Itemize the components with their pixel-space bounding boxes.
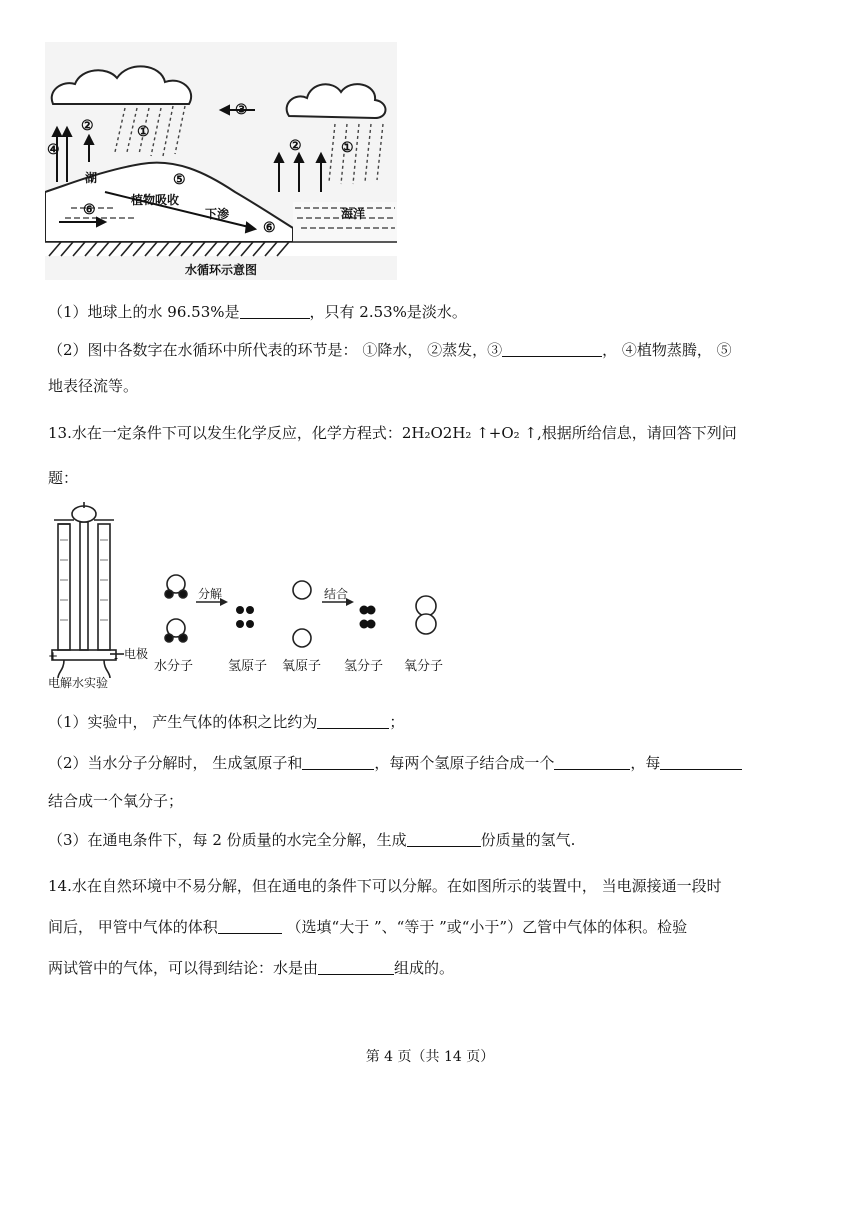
q12-p1-suffix: ，只有 2.53%是淡水。 bbox=[309, 303, 467, 321]
q12-p2-blank[interactable] bbox=[502, 341, 602, 357]
electrolysis-figure bbox=[44, 500, 452, 690]
q14-l3-b: 组成的。 bbox=[394, 959, 455, 977]
cycle-num-2b: ② bbox=[289, 138, 302, 154]
q13-p2-b: ，每两个氢原子结合成一个 bbox=[374, 754, 555, 772]
q13-part1 bbox=[48, 712, 404, 732]
q14-line1: 14.水在自然环境中不易分解，但在通电的条件下可以分解。在如图所示的装置中， 当电源接通一段时 bbox=[48, 877, 722, 895]
q13-p1-prefix: （1）实验中， 产生气体的体积之比约为 bbox=[48, 713, 318, 731]
cycle-num-6: ⑥ bbox=[83, 202, 96, 218]
cycle-num-3: ③ bbox=[235, 102, 248, 118]
label-hydrogen-atom: 氢原子 bbox=[228, 659, 268, 674]
label-ocean: 海洋 bbox=[341, 207, 366, 221]
q14-blank2[interactable] bbox=[318, 959, 394, 975]
cycle-num-1: ① bbox=[137, 124, 150, 140]
label-lake: 湖 bbox=[85, 171, 98, 185]
cycle-num-5: ⑤ bbox=[173, 172, 186, 188]
water-cycle-caption: 水循环示意图 bbox=[184, 263, 258, 277]
q13-part2 bbox=[48, 753, 742, 773]
q14-line2 bbox=[48, 917, 687, 937]
q13-p1-blank[interactable] bbox=[317, 713, 389, 729]
q12-p1-prefix: （1）地球上的水 96.53%是 bbox=[48, 303, 240, 321]
q12-part2 bbox=[48, 340, 732, 360]
label-infiltration: 下渗 bbox=[205, 207, 230, 221]
q12-p1-blank[interactable] bbox=[240, 303, 310, 319]
q13-p2-blank1[interactable] bbox=[302, 754, 374, 770]
plus-label: + bbox=[48, 649, 59, 663]
label-water-molecule: 水分子 bbox=[154, 659, 194, 674]
q12-part1 bbox=[48, 302, 467, 322]
q13-part2-cont: 结合成一个氧分子； bbox=[48, 792, 184, 810]
q13-intro-line1: 13.水在一定条件下可以发生化学反应，化学方程式：2H₂O2H₂ ↑+O₂ ↑,根据所给信息，请回答下列问 bbox=[48, 424, 737, 442]
q13-p2-c: ，每 bbox=[630, 754, 661, 772]
q14-l3-a: 两试管中的气体，可以得到结论：水是由 bbox=[48, 959, 319, 977]
q14-l2-b: （选填“大于 ”、“等于 ”或“小于”）乙管中气体的体积。检验 bbox=[281, 918, 688, 936]
electrode-label: 电极 bbox=[124, 647, 149, 661]
cycle-num-4: ④ bbox=[47, 142, 60, 158]
label-oxygen-atom: 氧原子 bbox=[282, 659, 322, 674]
combine-label: 结合 bbox=[324, 587, 349, 601]
q12-part2-cont: 地表径流等。 bbox=[48, 377, 139, 395]
decompose-label: 分解 bbox=[198, 587, 223, 601]
q13-p3-blank[interactable] bbox=[407, 831, 481, 847]
q13-p2-blank3[interactable] bbox=[660, 754, 742, 770]
label-hydrogen-molecule: 氢分子 bbox=[344, 659, 384, 674]
cycle-num-2: ② bbox=[81, 118, 94, 134]
apparatus-caption: 电解水实验 bbox=[48, 676, 109, 690]
q13-p3-prefix: （3）在通电条件下，每 2 份质量的水完全分解，生成 bbox=[48, 831, 407, 849]
water-cycle-figure bbox=[45, 42, 397, 280]
cycle-num-6b: ⑥ bbox=[263, 220, 276, 236]
q13-part3 bbox=[48, 830, 575, 850]
label-plant-absorb: 植物吸收 bbox=[131, 193, 180, 207]
q14-l2-a: 间后， 甲管中气体的体积 bbox=[48, 918, 218, 936]
q13-p1-suffix: ； bbox=[389, 713, 405, 731]
q13-p2-blank2[interactable] bbox=[554, 754, 630, 770]
q14-line3 bbox=[48, 958, 454, 978]
q14-blank1[interactable] bbox=[218, 918, 282, 934]
label-oxygen-molecule: 氧分子 bbox=[404, 659, 444, 674]
q13-intro-line2: 题： bbox=[48, 469, 79, 487]
q12-p2-suffix: ， ④植物蒸腾， ⑤ bbox=[602, 341, 732, 359]
cycle-num-1b: ① bbox=[341, 140, 354, 156]
q12-p2-prefix: （2）图中各数字在水循环中所代表的环节是： ①降水， ②蒸发，③ bbox=[48, 341, 503, 359]
q13-p2-a: （2）当水分子分解时， 生成氢原子和 bbox=[48, 754, 303, 772]
q13-p3-suffix: 份质量的氢气. bbox=[480, 831, 576, 849]
page-footer: 第 4 页（共 14 页） bbox=[365, 1049, 495, 1065]
minus-label: - bbox=[114, 651, 119, 665]
